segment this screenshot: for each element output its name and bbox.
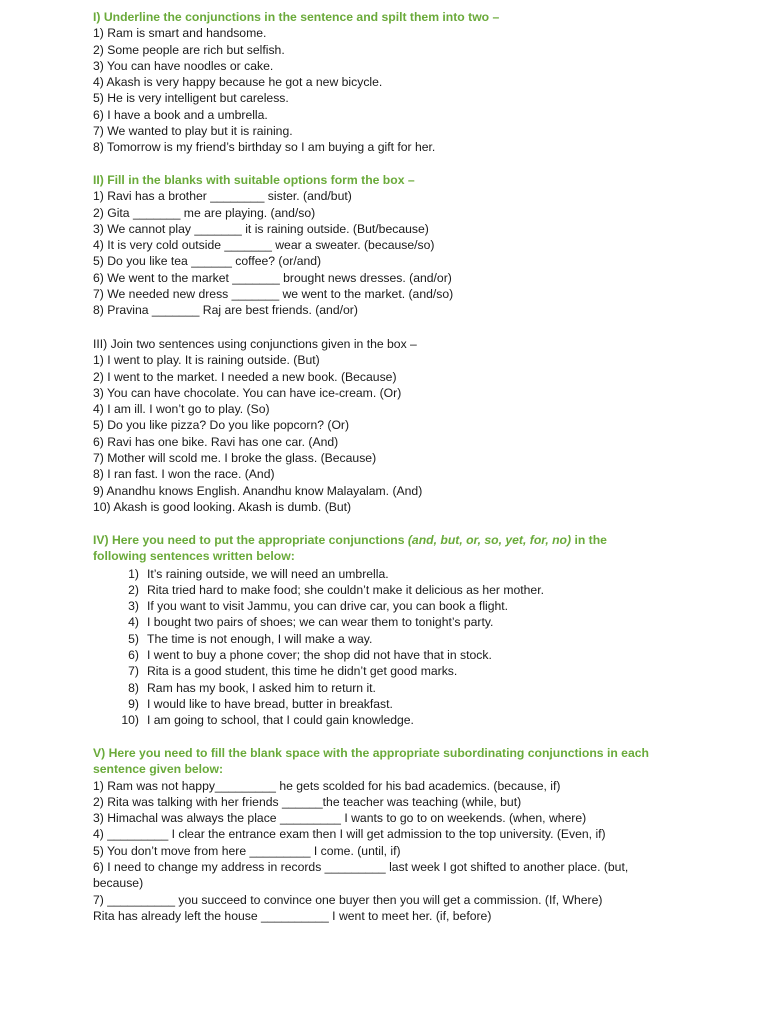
item-number: 10) (121, 713, 139, 728)
item-number: 5) (128, 631, 139, 646)
section-3-line: 6) Ravi has one bike. Ravi has one car. (And) (93, 434, 339, 449)
section-4 (93, 532, 633, 729)
section-1-line: 5) He is very intelligent but careless. (93, 91, 289, 106)
item-number: 8) (128, 680, 139, 695)
item-number: 6) (128, 648, 139, 663)
section-3-heading: III) Join two sentences using conjunctions given in the box – (93, 337, 417, 351)
section-4-item (93, 631, 633, 647)
section-1-line: 2) Some people are rich but selfish. (93, 42, 285, 57)
item-number: 3) (128, 599, 139, 614)
section-2-heading: II) Fill in the blanks with suitable options form the box – (93, 173, 415, 187)
section-4-item (93, 566, 633, 582)
section-3-line: 1) I went to play. It is raining outside. (But) (93, 353, 320, 368)
section-2-line: 8) Pravina _______ Raj are best friends. (and/or) (93, 303, 358, 318)
section-5-line: 5) You don’t move from here _________ I come. (until, if) (93, 843, 401, 858)
item-text: Rita tried hard to make food; she couldn’t make it delicious as her mother. (147, 582, 544, 597)
section-2-line: 2) Gita _______ me are playing. (and/so) (93, 205, 316, 220)
section-4-heading-post: in the following sentences written below: (93, 533, 607, 564)
section-4-item (93, 582, 633, 598)
section-4-heading-conjunctions: (and, but, or, so, yet, for, no) (407, 533, 572, 547)
section-4-item (93, 647, 633, 663)
section-2-line: 1) Ravi has a brother ________ sister. (and/but) (93, 189, 352, 204)
section-3-line: 7) Mother will scold me. I broke the glass. (Because) (93, 451, 377, 466)
section-5-line: 3) Himachal was always the place _________ I wants to go to on weekends. (when, where) (93, 811, 587, 826)
section-5-line: 4) _________ I clear the entrance exam then I will get admission to the top university. (Even, if) (93, 827, 606, 842)
item-text: I would like to have bread, butter in breakfast. (147, 696, 393, 711)
section-3-line: 9) Anandhu knows English. Anandhu know Malayalam. (And) (93, 483, 423, 498)
section-1-heading: I) Underline the conjunctions in the sentence and spilt them into two – (93, 10, 500, 24)
section-2-line: 6) We went to the market _______ brought news dresses. (and/or) (93, 270, 452, 285)
item-text: Rita is a good student, this time he didn’t get good marks. (147, 664, 458, 679)
section-4-item (93, 598, 633, 614)
section-1-line: 6) I have a book and a umbrella. (93, 107, 268, 122)
section-2-line: 5) Do you like tea ______ coffee? (or/and) (93, 254, 322, 269)
section-1 (93, 9, 693, 156)
section-3-line: 5) Do you like pizza? Do you like popcorn? (Or) (93, 418, 350, 433)
section-1-line: 3) You can have noodles or cake. (93, 58, 274, 73)
item-text: If you want to visit Jammu, you can drive car, you can book a flight. (147, 599, 509, 614)
section-4-item (93, 614, 633, 630)
section-2-line: 7) We needed new dress _______ we went to the market. (and/so) (93, 287, 454, 302)
section-2-line: 4) It is very cold outside _______ wear a sweater. (because/so) (93, 238, 435, 253)
section-3 (93, 336, 693, 515)
section-5-line: 6) I need to change my address in records _________ last week I got shifted to another place. (but, because) (93, 860, 629, 891)
section-3-line: 2) I went to the market. I needed a new book. (Because) (93, 369, 397, 384)
item-number: 2) (128, 582, 139, 597)
section-2 (93, 172, 693, 319)
section-5-line: 1) Ram was not happy_________ he gets scolded for his bad academics. (because, if) (93, 778, 561, 793)
section-5 (93, 745, 668, 924)
item-text: I am going to school, that I could gain knowledge. (147, 713, 414, 728)
section-1-line: 1) Ram is smart and handsome. (93, 26, 267, 41)
section-3-line: 3) You can have chocolate. You can have ice-cream. (Or) (93, 385, 402, 400)
item-text: The time is not enough, I will make a way. (147, 631, 373, 646)
item-number: 7) (128, 664, 139, 679)
section-4-heading (93, 532, 633, 565)
section-5-line: 2) Rita was talking with her friends ______the teacher was teaching (while, but) (93, 794, 522, 809)
section-2-line: 3) We cannot play _______ it is raining outside. (But/because) (93, 221, 429, 236)
section-1-line: 7) We wanted to play but it is raining. (93, 124, 293, 139)
section-4-item (93, 712, 633, 728)
item-number: 4) (128, 615, 139, 630)
section-4-item (93, 680, 633, 696)
item-number: 9) (128, 696, 139, 711)
item-text: It’s raining outside, we will need an umbrella. (147, 566, 389, 581)
section-4-heading-pre: IV) Here you need to put the appropriate conjunctions (93, 533, 408, 547)
section-4-item (93, 696, 633, 712)
section-3-line: 10) Akash is good looking. Akash is dumb. (But) (93, 499, 352, 514)
item-text: I bought two pairs of shoes; we can wear them to tonight’s party. (147, 615, 494, 630)
item-number: 1) (128, 566, 139, 581)
section-1-line: 8) Tomorrow is my friend’s birthday so I am buying a gift for her. (93, 140, 436, 155)
section-5-heading: V) Here you need to fill the blank space with the appropriate subordinating conjunctions in each sentence given below: (93, 746, 649, 777)
section-3-line: 8) I ran fast. I won the race. (And) (93, 467, 275, 482)
item-text: Ram has my book, I asked him to return it. (147, 680, 376, 695)
section-1-line: 4) Akash is very happy because he got a new bicycle. (93, 75, 383, 90)
item-text: I went to buy a phone cover; the shop did not have that in stock. (147, 648, 492, 663)
section-5-line: Rita has already left the house __________ I went to meet her. (if, before) (93, 908, 492, 923)
section-4-item (93, 663, 633, 679)
section-5-line: 7) __________ you succeed to convince one buyer then you will get a commission. (If, Where) (93, 892, 603, 907)
section-3-line: 4) I am ill. I won’t go to play. (So) (93, 402, 270, 417)
